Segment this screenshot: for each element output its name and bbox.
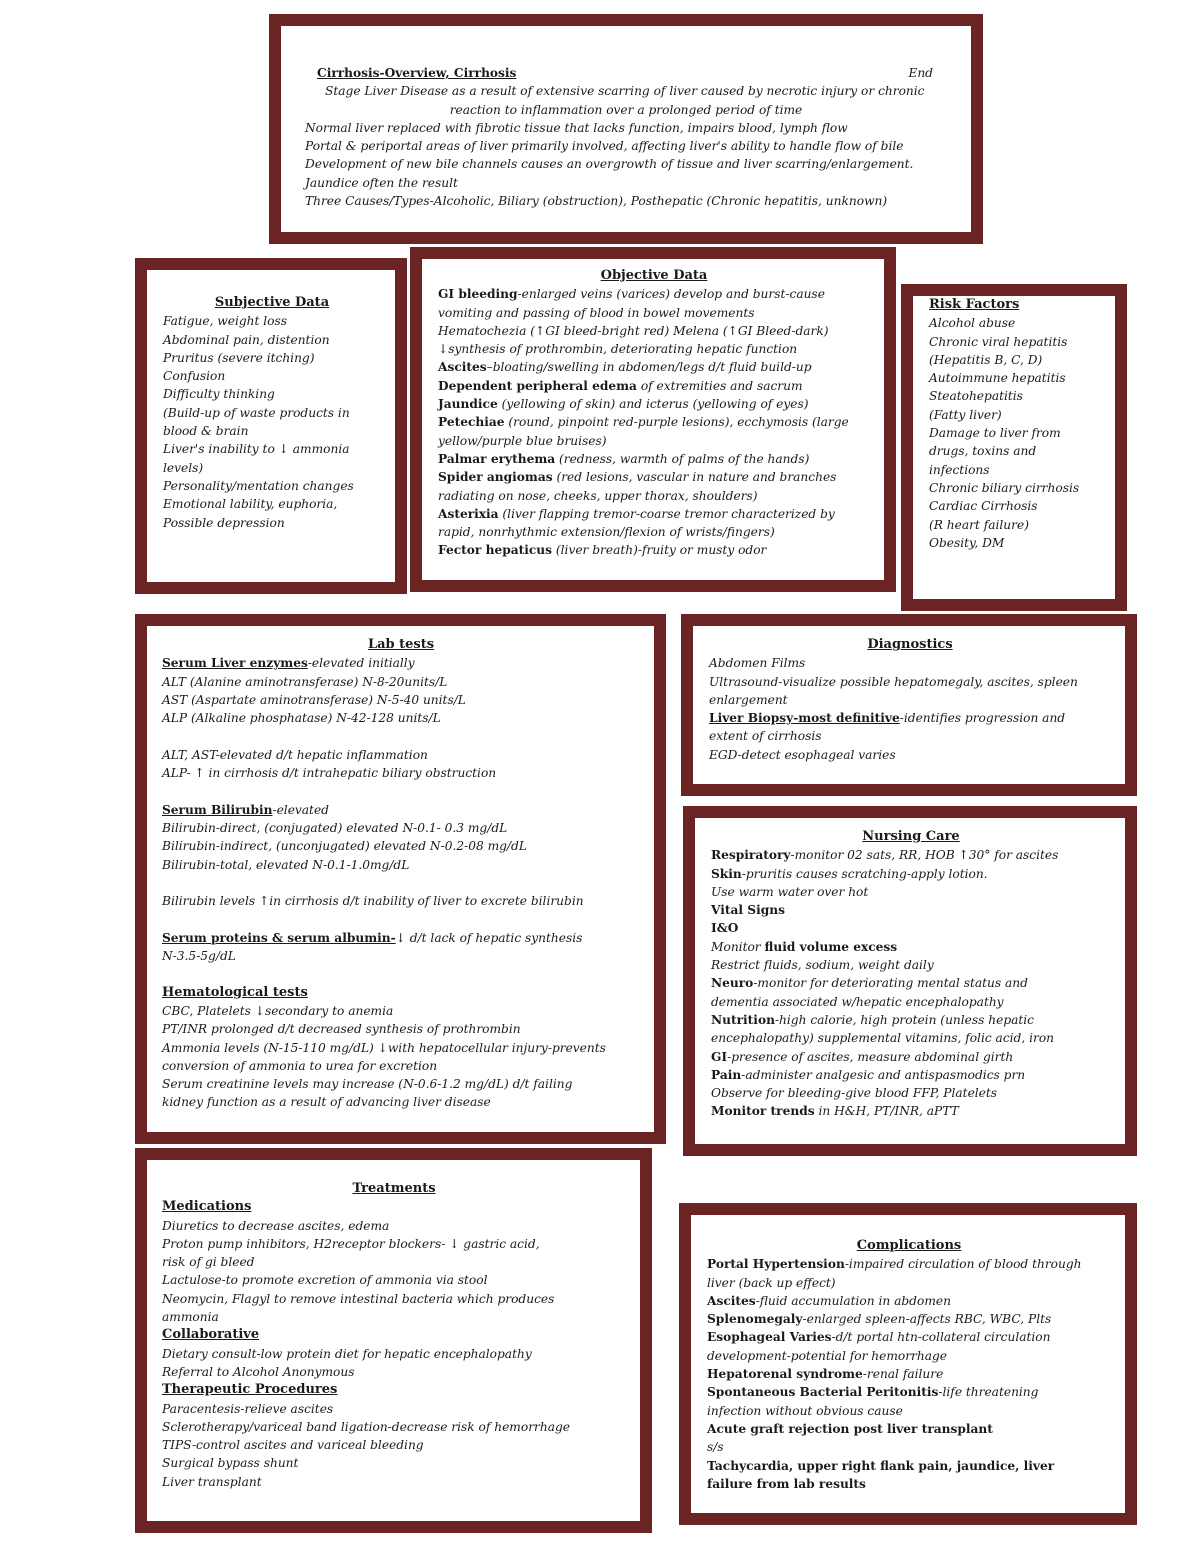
risk-item: Autoimmune hepatitis bbox=[929, 371, 1066, 386]
enzymes-heading: Serum Liver enzymes-elevated initially bbox=[162, 656, 415, 671]
overview-line: Three Causes/Types-Alcoholic, Biliary (obstruction), Posthepatic (Chronic hepatitis, unknown) bbox=[305, 194, 888, 209]
nursing-item: Vital Signs bbox=[711, 903, 785, 918]
procedure-item: Sclerotherapy/variceal band ligation-decrease risk of hemorrhage bbox=[162, 1419, 570, 1434]
overview-title: Cirrhosis-Overview, Cirrhosis bbox=[317, 66, 517, 80]
treatments-box bbox=[135, 1148, 652, 1533]
hematological-line: conversion of ammonia to urea for excretion bbox=[162, 1058, 438, 1073]
bilirubin-line: Bilirubin-total, elevated N-0.1-1.0mg/dL bbox=[162, 857, 410, 872]
procedure-item: TIPS-control ascites and variceal bleeding bbox=[162, 1438, 424, 1453]
objective-item: Ascites–bloating/swelling in abdomen/legs d/t fluid build-up bbox=[438, 360, 812, 375]
objective-item: Petechiae (round, pinpoint red-purple lesions), ecchymosis (large bbox=[438, 415, 849, 430]
nursing-item: Nutrition-high calorie, high protein (unless hepatic bbox=[711, 1012, 1035, 1027]
treatments-title: Treatments bbox=[352, 1181, 436, 1196]
complications-box bbox=[679, 1203, 1137, 1525]
nursing-item: Observe for bleeding-give blood FFP, Platelets bbox=[711, 1086, 998, 1101]
medication-item: Neomycin, Flagyl to remove intestinal bacteria which produces bbox=[162, 1291, 555, 1306]
hematological-line: PT/INR prolonged d/t decreased synthesis of prothrombin bbox=[162, 1022, 521, 1037]
overview-line: Normal liver replaced with fibrotic tissue that lacks function, impairs blood, lymph flow bbox=[305, 120, 848, 135]
risk-item: infections bbox=[929, 462, 990, 477]
overview-box bbox=[269, 14, 983, 244]
medication-item: Diuretics to decrease ascites, edema bbox=[162, 1218, 390, 1233]
objective-item: rapid, nonrhythmic extension/flexion of wrists/fingers) bbox=[438, 525, 775, 540]
hematological-line: Serum creatinine levels may increase (N-0.6-1.2 mg/dL) d/t failing bbox=[162, 1077, 573, 1092]
enzyme-line: ALT (Alanine aminotransferase) N-8-20units/L bbox=[162, 674, 448, 689]
nursing-item: I&O bbox=[711, 921, 739, 936]
subjective-item: levels) bbox=[163, 460, 204, 475]
nursing-item: Restrict fluids, sodium, weight daily bbox=[711, 958, 934, 973]
overview-line: Jaundice often the result bbox=[305, 175, 458, 190]
objective-item: Spider angiomas (red lesions, vascular in nature and branches bbox=[438, 470, 837, 485]
subjective-item: blood & brain bbox=[163, 424, 249, 439]
objective-item: GI bleeding-enlarged veins (varices) develop and burst-cause bbox=[438, 287, 825, 302]
procedure-item: Surgical bypass shunt bbox=[162, 1456, 299, 1471]
medication-item: Lactulose-to promote excretion of ammonia via stool bbox=[162, 1273, 488, 1288]
hematological-heading: Hematological tests bbox=[162, 984, 308, 1000]
nursing-item: GI-presence of ascites, measure abdominal girth bbox=[711, 1049, 1014, 1064]
risk-item: (Fatty liver) bbox=[929, 407, 1002, 422]
nursing-title: Nursing Care bbox=[862, 829, 960, 844]
enzyme-note: ALP- ↑ in cirrhosis d/t intrahepatic biliary obstruction bbox=[162, 766, 497, 781]
objective-title: Objective Data bbox=[600, 268, 708, 283]
subjective-box bbox=[135, 258, 407, 594]
risk-item: Chronic biliary cirrhosis bbox=[929, 480, 1080, 495]
complication-item: Portal Hypertension-impaired circulation of blood through bbox=[707, 1257, 1082, 1272]
overview-title-row bbox=[305, 64, 947, 82]
objective-list bbox=[438, 285, 870, 559]
risk-box bbox=[901, 284, 1127, 611]
risk-item: (Hepatitis B, C, D) bbox=[929, 352, 1043, 367]
overview-line: Portal & periportal areas of liver primarily involved, affecting liver's ability to handle flow of bile bbox=[305, 139, 904, 154]
collaborative-item: Dietary consult-low protein diet for hepatic encephalopathy bbox=[162, 1346, 532, 1361]
medications-list bbox=[162, 1217, 626, 1327]
subjective-list bbox=[163, 312, 381, 532]
nursing-item: Neuro-monitor for deteriorating mental status and bbox=[711, 976, 1028, 991]
complication-item: Hepatorenal syndrome-renal failure bbox=[707, 1367, 944, 1382]
nursing-item: Respiratory-monitor 02 sats, RR, HOB ↑30° for ascites bbox=[711, 848, 1059, 863]
overview-line: Stage Liver Disease as a result of extensive scarring of liver caused by necrotic injury or chronic bbox=[325, 84, 925, 99]
overview-title-end: End bbox=[908, 66, 933, 80]
procedure-item: Paracentesis-relieve ascites bbox=[162, 1401, 334, 1416]
objective-item: vomiting and passing of blood in bowel movements bbox=[438, 305, 755, 320]
complication-item: Esophageal Varies-d/t portal htn-collateral circulation bbox=[707, 1330, 1051, 1345]
procedures-heading: Therapeutic Procedures bbox=[162, 1382, 338, 1398]
biopsy-line: Liver Biopsy-most definitive-identifies progression and bbox=[709, 711, 1066, 726]
overview-line: reaction to inflammation over a prolonged period of time bbox=[449, 102, 803, 117]
complication-item: Tachycardia, upper right flank pain, jaundice, liver bbox=[707, 1458, 1055, 1473]
complication-item: failure from lab results bbox=[707, 1476, 866, 1491]
risk-item: Steatohepatitis bbox=[929, 389, 1023, 404]
nursing-item: Monitor trends in H&H, PT/INR, aPTT bbox=[711, 1104, 959, 1119]
nursing-item: encephalopathy) supplemental vitamins, folic acid, iron bbox=[711, 1031, 1054, 1046]
labs-box bbox=[135, 614, 666, 1144]
diagnostics-line: EGD-detect esophageal varies bbox=[709, 747, 896, 762]
objective-item: Fector hepaticus (liver breath)-fruity or musty odor bbox=[438, 543, 767, 558]
objective-item: Jaundice (yellowing of skin) and icterus (yellowing of eyes) bbox=[438, 397, 809, 412]
enzyme-note: ALT, AST-elevated d/t hepatic inflammation bbox=[162, 747, 428, 762]
subjective-item: Pruritus (severe itching) bbox=[163, 350, 315, 365]
nursing-item: Skin-pruritis causes scratching-apply lotion. bbox=[711, 866, 988, 881]
nursing-item: Use warm water over hot bbox=[711, 884, 869, 899]
subjective-item: Personality/mentation changes bbox=[163, 478, 354, 493]
risk-item: Alcohol abuse bbox=[929, 316, 1016, 331]
subjective-item: (Build-up of waste products in bbox=[163, 405, 350, 420]
hematological-line: kidney function as a result of advancing liver disease bbox=[162, 1095, 491, 1110]
medication-item: Proton pump inhibitors, H2receptor blockers- ↓ gastric acid, bbox=[162, 1236, 540, 1251]
complication-item: Ascites-fluid accumulation in abdomen bbox=[707, 1293, 951, 1308]
risk-item: drugs, toxins and bbox=[929, 444, 1037, 459]
bilirubin-line: Bilirubin-direct, (conjugated) elevated N-0.1- 0.3 mg/dL bbox=[162, 820, 508, 835]
complications-title: Complications bbox=[856, 1238, 962, 1253]
hematological-line: Ammonia levels (N-15-110 mg/dL) ↓with hepatocellular injury-prevents bbox=[162, 1040, 606, 1055]
subjective-title: Subjective Data bbox=[214, 295, 330, 310]
complication-item: development-potential for hemorrhage bbox=[707, 1348, 948, 1363]
diagnostics-box bbox=[681, 614, 1137, 796]
subjective-item: Confusion bbox=[163, 369, 226, 384]
procedures-list bbox=[162, 1400, 626, 1491]
nursing-box bbox=[683, 806, 1137, 1156]
risk-list bbox=[929, 314, 1107, 552]
risk-item: (R heart failure) bbox=[929, 517, 1029, 532]
complication-item: Splenomegaly-enlarged spleen-affects RBC, WBC, Plts bbox=[707, 1312, 1052, 1327]
medication-item: ammonia bbox=[162, 1310, 219, 1325]
objective-box bbox=[410, 247, 896, 592]
objective-item: Hematochezia (↑GI bleed-bright red) Melena (↑GI Bleed-dark) bbox=[438, 323, 829, 338]
complications-list bbox=[707, 1255, 1111, 1493]
complication-item: infection without obvious cause bbox=[707, 1403, 903, 1418]
risk-item: Chronic viral hepatitis bbox=[929, 334, 1068, 349]
protein-heading: Serum proteins & serum albumin-↓ d/t lack of hepatic synthesis bbox=[162, 930, 583, 945]
enzyme-line: AST (Aspartate aminotransferase) N-5-40 units/L bbox=[162, 692, 466, 707]
risk-item: Obesity, DM bbox=[929, 535, 1005, 550]
enzyme-line: ALP (Alkaline phosphatase) N-42-128 units/L bbox=[162, 711, 441, 726]
medications-heading: Medications bbox=[162, 1199, 252, 1215]
subjective-item: Possible depression bbox=[163, 515, 285, 530]
risk-item: Damage to liver from bbox=[929, 426, 1061, 441]
overview-line: Development of new bile channels causes an overgrowth of tissue and liver scarring/enlargement. bbox=[305, 157, 914, 172]
subjective-item: Difficulty thinking bbox=[163, 387, 275, 402]
collaborative-item: Referral to Alcohol Anonymous bbox=[162, 1364, 355, 1379]
bilirubin-heading: Serum Bilirubin-elevated bbox=[162, 802, 329, 817]
diagnostics-line: extent of cirrhosis bbox=[709, 729, 822, 744]
objective-item: Palmar erythema (redness, warmth of palms of the hands) bbox=[438, 451, 810, 466]
collaborative-list bbox=[162, 1345, 626, 1382]
nursing-item: dementia associated w/hepatic encephalopathy bbox=[711, 994, 1004, 1009]
bilirubin-line: Bilirubin-indirect, (unconjugated) elevated N-0.2-08 mg/dL bbox=[162, 839, 527, 854]
complication-item: Acute graft rejection post liver transplant bbox=[707, 1421, 993, 1436]
procedure-item: Liver transplant bbox=[162, 1474, 262, 1489]
nursing-list bbox=[711, 846, 1111, 1120]
complication-item: liver (back up effect) bbox=[707, 1275, 836, 1290]
subjective-item: Fatigue, weight loss bbox=[163, 314, 288, 329]
subjective-item: Abdominal pain, distention bbox=[163, 332, 330, 347]
objective-item: radiating on nose, cheeks, upper thorax, shoulders) bbox=[438, 488, 758, 503]
diagnostics-line: Ultrasound-visualize possible hepatomegaly, ascites, spleen bbox=[709, 674, 1078, 689]
hematological-line: CBC, Platelets ↓secondary to anemia bbox=[162, 1003, 394, 1018]
risk-title: Risk Factors bbox=[929, 297, 1020, 312]
nursing-item: Pain-administer analgesic and antispasmodics prn bbox=[711, 1067, 1026, 1082]
complication-item: Spontaneous Bacterial Peritonitis-life threatening bbox=[707, 1385, 1039, 1400]
diagnostics-line: enlargement bbox=[709, 692, 788, 707]
risk-item: Cardiac Cirrhosis bbox=[929, 499, 1038, 514]
objective-item: ↓synthesis of prothrombin, deteriorating hepatic function bbox=[438, 342, 798, 357]
nursing-item: Monitor fluid volume excess bbox=[711, 939, 898, 954]
complication-item: s/s bbox=[707, 1440, 724, 1455]
objective-item: yellow/purple blue bruises) bbox=[438, 433, 607, 448]
subjective-item: Liver's inability to ↓ ammonia bbox=[163, 442, 350, 457]
diagnostics-title: Diagnostics bbox=[867, 637, 953, 652]
subjective-item: Emotional lability, euphoria, bbox=[163, 497, 338, 512]
protein-range: N-3.5-5g/dL bbox=[162, 949, 236, 964]
objective-item: Dependent peripheral edema of extremities and sacrum bbox=[438, 378, 803, 393]
bilirubin-note: Bilirubin levels ↑in cirrhosis d/t inability of liver to excrete bilirubin bbox=[162, 894, 584, 909]
labs-title: Lab tests bbox=[367, 637, 435, 652]
diagnostics-line: Abdomen Films bbox=[709, 656, 806, 671]
collaborative-heading: Collaborative bbox=[162, 1327, 260, 1343]
objective-item: Asterixia (liver flapping tremor-coarse tremor characterized by bbox=[438, 506, 835, 521]
medication-item: risk of gi bleed bbox=[162, 1255, 255, 1270]
